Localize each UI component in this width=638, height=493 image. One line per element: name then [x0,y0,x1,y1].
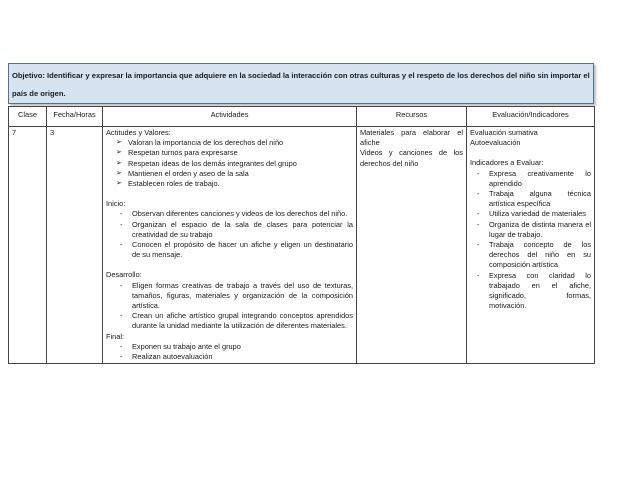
list-item: ➢ Mantienen el orden y aseo de la sala [128,169,353,179]
evaluacion-tipo: Evaluación sumativa [470,128,538,137]
list-item: - Organiza de distinta manera el lugar de trabajo. [489,220,591,240]
list-item: - Crean un afiche artístico grupal integrando conceptos aprendidos durante la unidad mediante la utilización de diferentes materiales. [132,311,353,331]
list-item: - Eligen formas creativas de trabajo a través del uso de texturas, tamaños, figuras, materiales y organización de la composición artística. [132,281,353,312]
list-item: - Trabaja alguna técnica artística específica [489,189,591,209]
list-item: - Organizan el espacio de la sala de clases para potenciar la creatividad de su trabajo [132,220,353,240]
table-row [9,127,595,364]
list-item: - Exponen su trabajo ante el grupo [132,342,353,352]
header-fecha: Fecha/Horas [47,107,103,127]
header-evaluacion: Evaluación/Indicadores [467,107,595,127]
header-actividades: Actividades [103,107,357,127]
list-item: ➢ Establecen roles de trabajo. [128,179,353,189]
desarrollo-title: Desarrollo: [106,270,142,280]
list-item: ➢ Respetan turnos para expresarse [128,148,353,158]
indicadores-list [470,169,591,312]
lesson-plan-table [8,106,595,364]
final-list [106,342,353,362]
list-item: - Utiliza variedad de materiales [489,209,591,219]
inicio-list [106,209,353,260]
objective-text: Objetivo: Identificar y expresar la importancia que adquiere en la sociedad la interacción con otras culturas y el respeto de los derechos del niño sin importar el país de origen. [12,71,590,98]
final-section [106,332,353,363]
list-item: ➢ Respetan ideas de los demás integrantes del grupo [128,159,353,169]
list-item: - Observan diferentes canciones y videos de los derechos del niño. [132,209,353,219]
actitudes-title: Actitudes y Valores: [106,128,171,137]
inicio-title: Inicio: [106,199,126,209]
cell-clase: 7 [9,127,47,364]
list-item: - Expresa con claridad lo trabajado en el afiche, significado, formas, motivación. [489,271,591,312]
cell-recursos [357,127,467,364]
list-item: - Trabaja concepto de los derechos del niño en su composición artística [489,240,591,271]
header-clase: Clase [9,107,47,127]
list-item: - Realizan autoevaluación [132,352,353,362]
actitudes-list [106,138,353,189]
desarrollo-section [106,270,353,331]
objective-box [8,63,594,104]
header-recursos: Recursos [357,107,467,127]
desarrollo-list [106,281,353,332]
final-title: Final: [106,331,125,341]
cell-evaluacion [467,127,595,364]
actitudes-section [106,128,353,189]
evaluacion-tipo2: Autoevaluación [470,138,521,148]
list-item: ➢ Valoran la importancia de los derechos del niño [128,138,353,148]
header-row [9,107,595,127]
cell-actividades [103,127,357,364]
cell-fecha: 3 [47,127,103,364]
recurso-item: Videos y canciones de los derechos del niño [360,148,463,168]
list-item: - Conocen el propósito de hacer un afiche y eligen un destinatario de su mensaje. [132,240,353,260]
indicadores-title: Indicadores a Evaluar: [470,158,544,168]
recurso-item: Materiales para elaborar el afiche [360,128,463,148]
inicio-section [106,199,353,260]
list-item: - Expresa creativamente lo aprendido [489,169,591,189]
